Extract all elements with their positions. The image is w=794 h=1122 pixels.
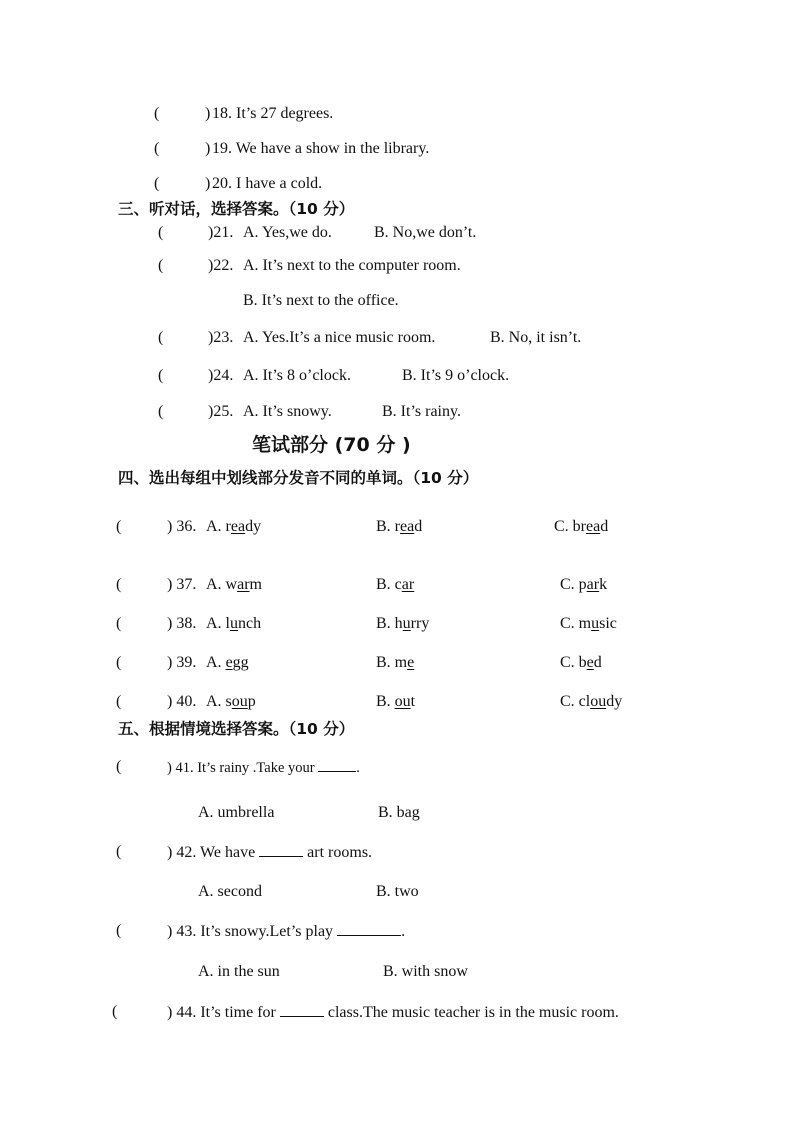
- option-c: C. park: [560, 576, 608, 593]
- question-stem: ) 43. It’s snowy.Let’s play .: [167, 923, 406, 940]
- option-b: B. car: [376, 576, 415, 593]
- question-text: 20. I have a cold.: [212, 175, 323, 192]
- option-a: A. umbrella: [198, 804, 275, 821]
- written-part-title: 笔试部分 (70 分 ): [252, 434, 411, 456]
- option-b: B. two: [376, 883, 419, 900]
- answer-blank[interactable]: [318, 757, 356, 772]
- answer-paren[interactable]: (: [112, 1003, 118, 1020]
- question-text: 19. We have a show in the library.: [212, 140, 430, 157]
- option-a: A. It’s 8 o’clock.: [243, 367, 351, 384]
- option-a: A. warm: [206, 576, 262, 593]
- option-c: C. music: [560, 615, 617, 632]
- question-stem: ) 44. It’s time for class.The music teacher is in the music room.: [167, 1004, 619, 1021]
- answer-paren[interactable]: (: [116, 518, 122, 535]
- option-a: A. It’s next to the computer room.: [243, 257, 461, 274]
- option-b: B. It’s next to the office.: [243, 292, 399, 309]
- answer-paren[interactable]: (: [116, 693, 122, 710]
- option-a: A. It’s snowy.: [243, 403, 332, 420]
- answer-paren[interactable]: (: [158, 367, 164, 384]
- answer-paren-close: ): [205, 140, 211, 157]
- option-a: A. Yes,we do.: [243, 224, 332, 241]
- option-a: A. egg: [206, 654, 249, 671]
- question-number: )24.: [208, 367, 234, 384]
- answer-paren-close: ): [205, 105, 211, 122]
- option-c: C. bed: [560, 654, 602, 671]
- option-b: B. No,we don’t.: [374, 224, 477, 241]
- option-a: A. Yes.It’s a nice music room.: [243, 329, 436, 346]
- question-number: ) 36.: [167, 518, 197, 535]
- question-number: )23.: [208, 329, 234, 346]
- question-number: )25.: [208, 403, 234, 420]
- option-c: C. cloudy: [560, 693, 623, 710]
- answer-blank[interactable]: [259, 842, 303, 857]
- option-b: B. No, it isn’t.: [490, 329, 582, 346]
- answer-blank[interactable]: [280, 1002, 324, 1017]
- question-stem: ) 41. It’s rainy .Take your .: [167, 757, 360, 778]
- option-c: C. bread: [554, 518, 609, 535]
- answer-blank[interactable]: [337, 921, 401, 936]
- option-b: B. me: [376, 654, 415, 671]
- option-a: A. soup: [206, 693, 256, 710]
- answer-paren-open[interactable]: (: [154, 105, 160, 122]
- option-b: B. out: [376, 693, 416, 710]
- answer-paren[interactable]: (: [116, 654, 122, 671]
- answer-paren-close: ): [205, 175, 211, 192]
- question-number: )22.: [208, 257, 234, 274]
- section-5-heading: 五、根据情境选择答案。（10 分）: [118, 720, 355, 738]
- option-a: A. ready: [206, 518, 262, 535]
- option-a: A. second: [198, 883, 262, 900]
- section-3-heading: 三、听对话，选择答案。（10 分）: [118, 200, 355, 218]
- option-b: B. It’s rainy.: [382, 403, 461, 420]
- answer-paren[interactable]: (: [158, 224, 164, 241]
- answer-paren[interactable]: (: [116, 758, 122, 775]
- answer-paren-open[interactable]: (: [154, 175, 160, 192]
- question-number: ) 37.: [167, 576, 197, 593]
- question-stem: ) 42. We have art rooms.: [167, 844, 373, 861]
- option-b: B. with snow: [383, 963, 468, 980]
- question-number: ) 39.: [167, 654, 197, 671]
- option-b: B. It’s 9 o’clock.: [402, 367, 510, 384]
- answer-paren[interactable]: (: [158, 329, 164, 346]
- section-4-heading: 四、选出每组中划线部分发音不同的单词。（10 分）: [118, 469, 479, 487]
- option-a: A. in the sun: [198, 963, 280, 980]
- answer-paren[interactable]: (: [116, 576, 122, 593]
- answer-paren-open[interactable]: (: [154, 140, 160, 157]
- answer-paren[interactable]: (: [158, 403, 164, 420]
- answer-paren[interactable]: (: [116, 843, 122, 860]
- option-b: B. hurry: [376, 615, 430, 632]
- option-b: B. bag: [378, 804, 420, 821]
- question-text: 18. It’s 27 degrees.: [212, 105, 334, 122]
- question-number: )21.: [208, 224, 234, 241]
- question-number: ) 40.: [167, 693, 197, 710]
- answer-paren[interactable]: (: [158, 257, 164, 274]
- question-number: ) 38.: [167, 615, 197, 632]
- option-a: A. lunch: [206, 615, 262, 632]
- answer-paren[interactable]: (: [116, 922, 122, 939]
- answer-paren[interactable]: (: [116, 615, 122, 632]
- option-b: B. read: [376, 518, 423, 535]
